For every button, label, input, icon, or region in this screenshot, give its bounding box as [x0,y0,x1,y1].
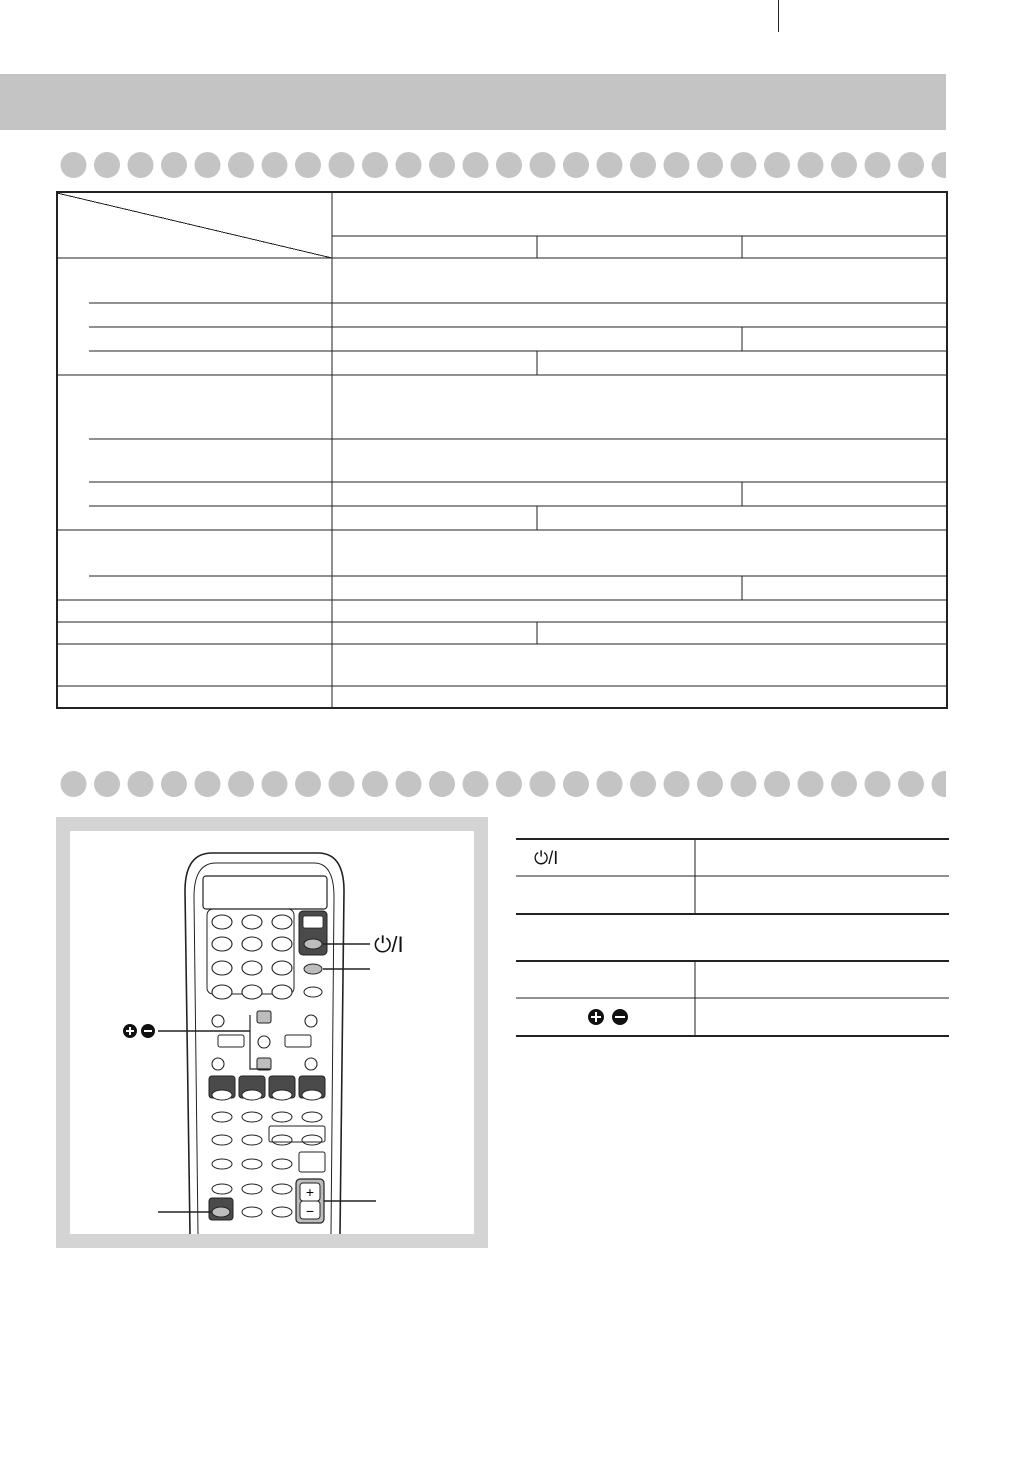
divider-dot [94,152,120,178]
divider-dot [295,152,321,178]
power-standby-label [534,842,558,874]
divider-dot [932,771,947,797]
divider-dot [429,152,455,178]
svg-text:+: + [305,1184,315,1200]
dotted-divider-bottom [56,771,946,797]
divider-dot [697,152,723,178]
divider-dot [664,771,690,797]
divider-dot [362,152,388,178]
minus-circle-icon [612,1009,628,1025]
plus-minus-label [588,1000,628,1034]
dotted-divider-top [56,152,946,178]
divider-dot [831,152,857,178]
divider-dot [764,771,790,797]
divider-dot [262,152,288,178]
divider-dot [128,152,154,178]
divider-dot [630,152,656,178]
divider-dot [362,771,388,797]
divider-dot [563,152,589,178]
divider-dot [630,771,656,797]
divider-dot [161,771,187,797]
divider-dot [597,152,623,178]
divider-dot [262,771,288,797]
divider-dot [530,152,556,178]
divider-dot [932,152,947,178]
divider-dot [396,771,422,797]
divider-dot [764,152,790,178]
divider-dot [530,771,556,797]
divider-dot [496,771,522,797]
cursor-down-button [257,1058,271,1070]
header-band [0,74,946,130]
divider-dot [664,152,690,178]
divider-dot [61,152,87,178]
second-highlight-button [304,964,322,974]
cursor-up-button [257,1011,271,1023]
divider-dot [865,771,891,797]
divider-dot [731,771,757,797]
spec-table [56,191,948,709]
divider-dot [396,152,422,178]
divider-dot [731,152,757,178]
divider-dot [195,152,221,178]
divider-dot [831,771,857,797]
power-standby-icon: ⏻/I [534,848,559,868]
svg-text:−: − [305,1203,315,1219]
divider-dot [865,152,891,178]
divider-dot [563,771,589,797]
divider-dot [195,771,221,797]
divider-dot [128,771,154,797]
divider-dot [329,771,355,797]
crop-mark [778,0,779,32]
divider-dot [228,771,254,797]
remote-figure [70,831,474,1234]
divider-dot [798,152,824,178]
plus-circle-icon [588,1009,604,1025]
divider-dot [496,152,522,178]
power-callout-label: ⏻/I [374,932,404,957]
divider-dot [161,152,187,178]
divider-dot [898,771,924,797]
divider-dot [597,771,623,797]
divider-dot [295,771,321,797]
divider-dot [61,771,87,797]
divider-dot [94,771,120,797]
divider-dot [463,152,489,178]
divider-dot [463,771,489,797]
divider-dot [228,152,254,178]
divider-dot [329,152,355,178]
divider-dot [798,771,824,797]
divider-dot [898,152,924,178]
divider-dot [429,771,455,797]
remote-display [203,876,327,909]
divider-dot [697,771,723,797]
function-table [516,838,949,1038]
plus-minus-callout-icons [123,1024,155,1038]
power-button [304,939,322,949]
